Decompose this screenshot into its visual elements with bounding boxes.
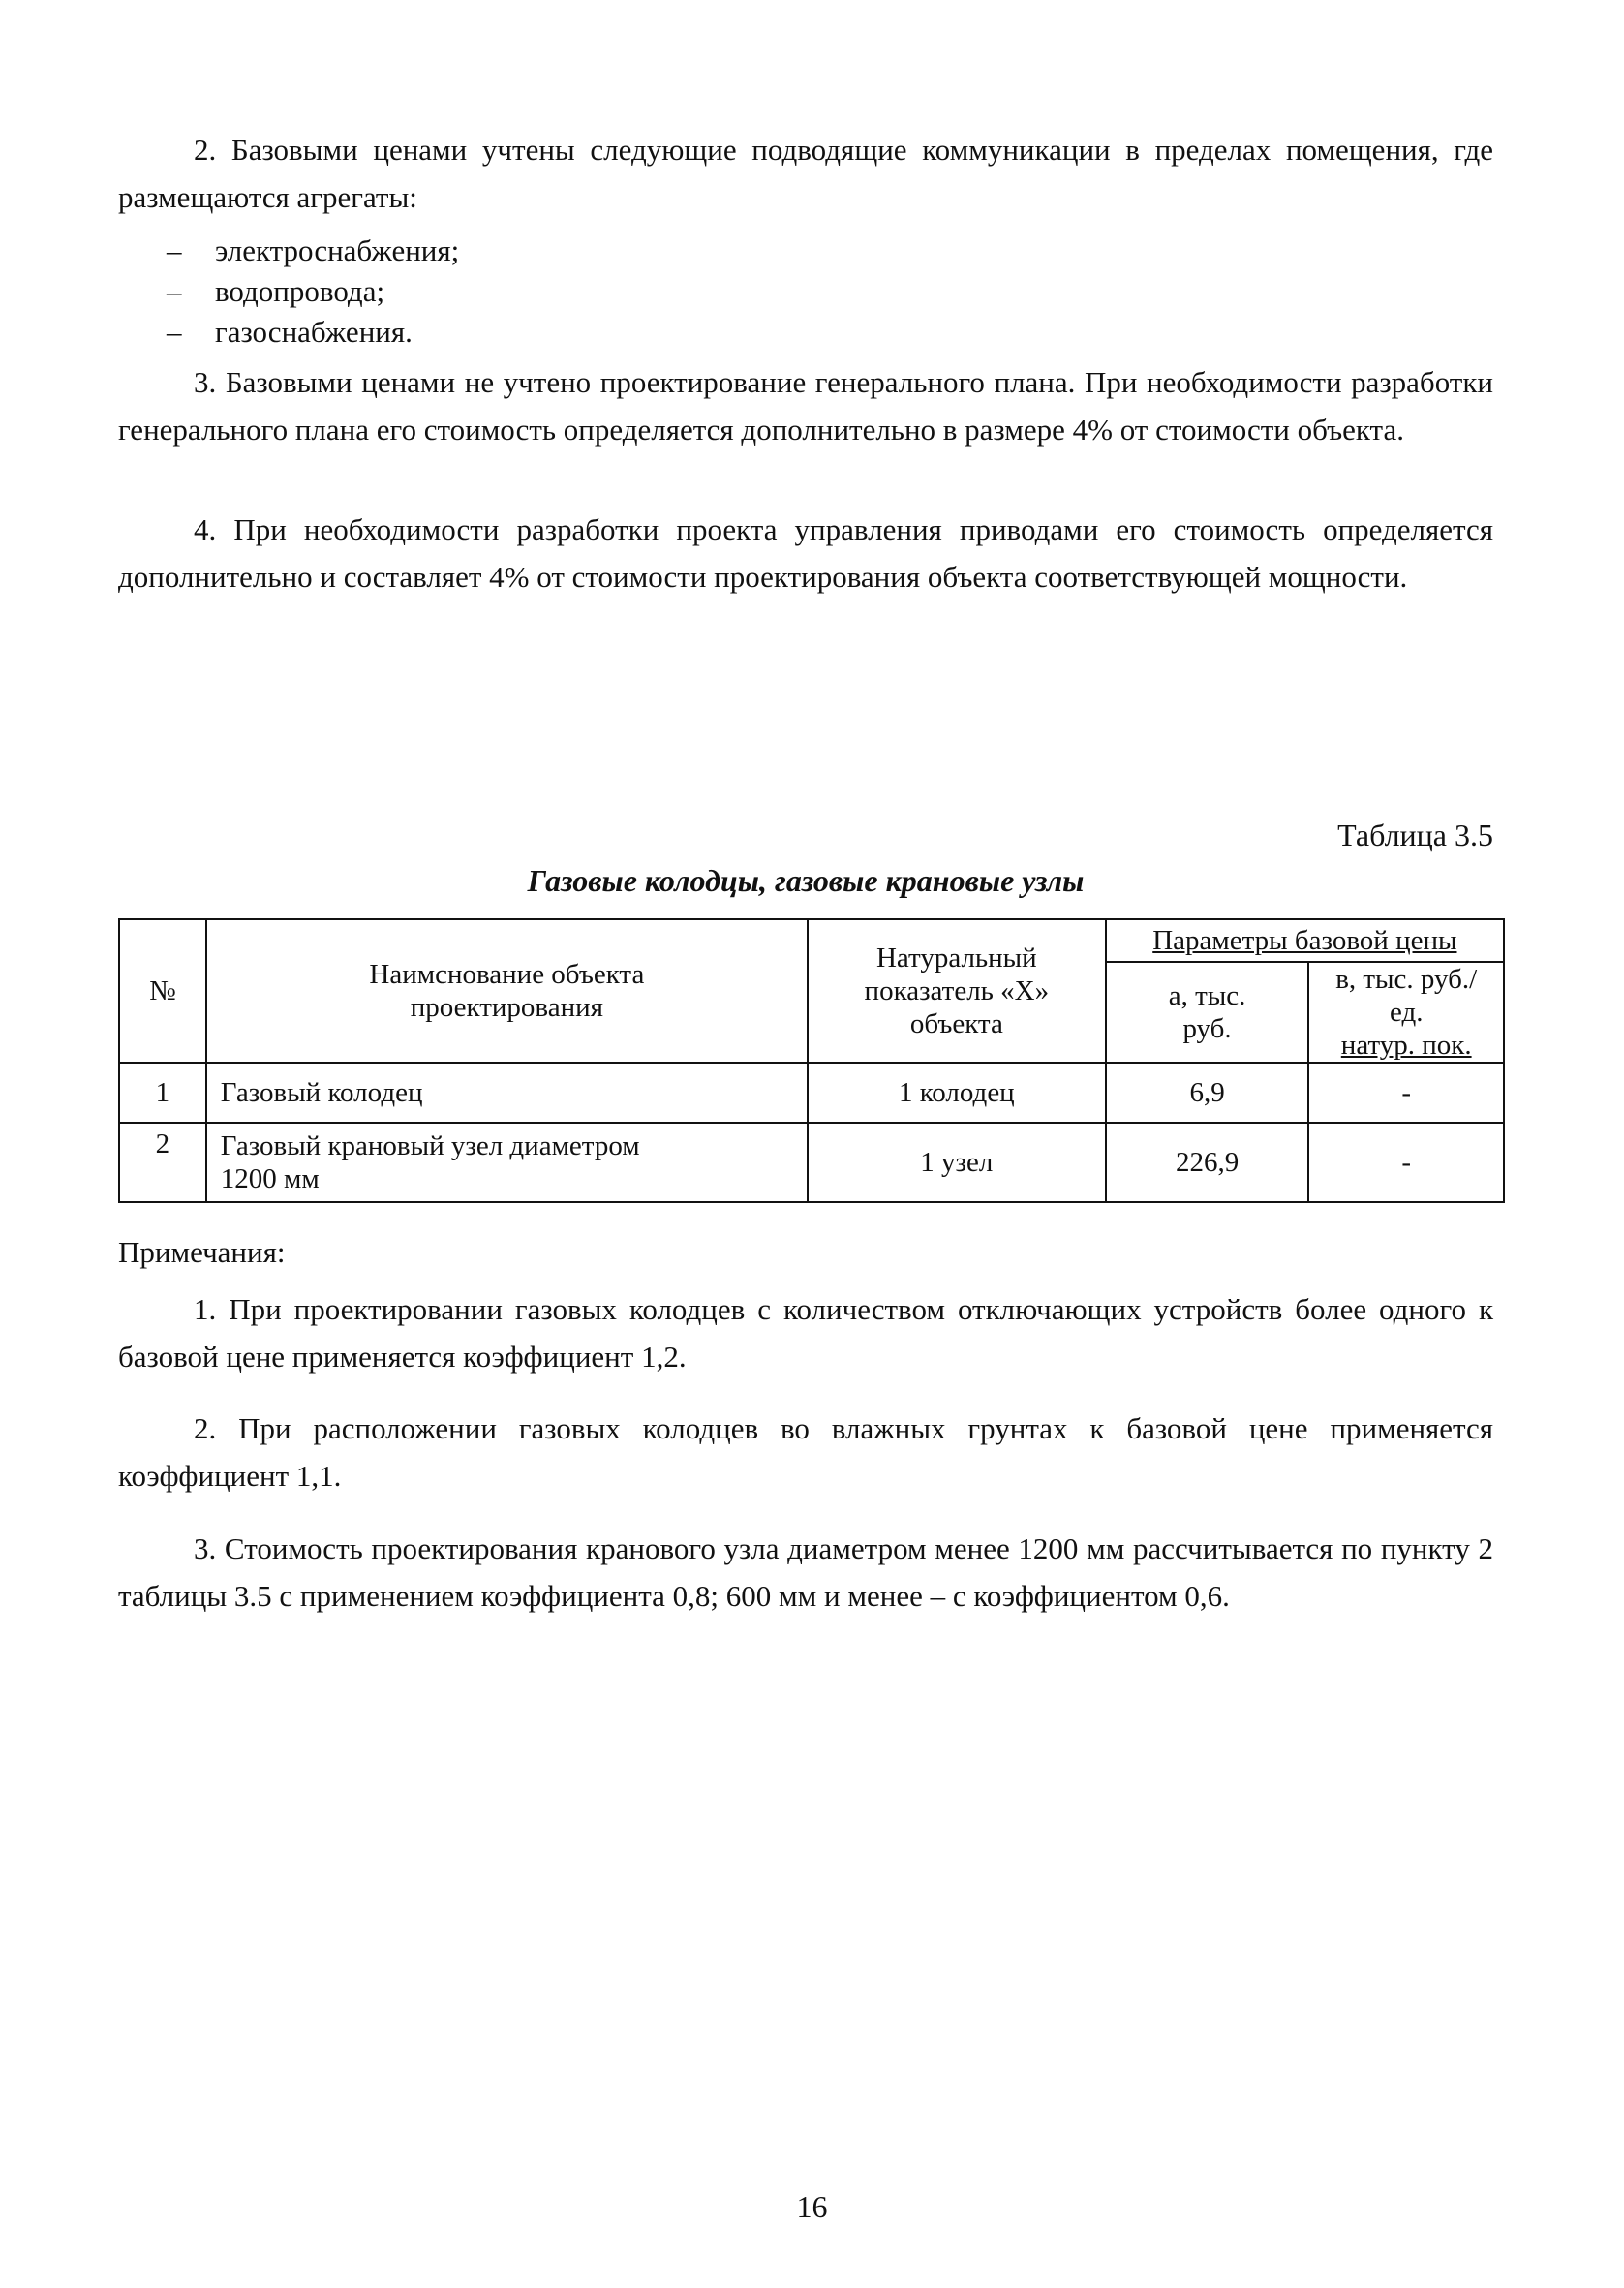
- header-params: [1106, 919, 1504, 962]
- cell-b: -: [1308, 1063, 1504, 1123]
- header-b: [1308, 962, 1504, 1063]
- list-item: [167, 312, 1425, 353]
- cell-indicator: 1 узел: [808, 1123, 1106, 1202]
- paragraph-4: 4. При необходимости разработки проекта управления приводами его стоимость определяется дополнительно и составляет 4% от стоимости проектирования объекта соответствующей мощности.: [118, 512, 1493, 594]
- note-1: 1. При проектировании газовых колодцев с количеством отключающих устройств более одного к базовой цене применяется коэффициент 1,2.: [118, 1292, 1493, 1374]
- cell-a: 6,9: [1106, 1063, 1309, 1123]
- list-dash: –: [167, 233, 182, 267]
- list-item-text: газоснабжения.: [215, 315, 413, 349]
- list-dash: –: [167, 315, 182, 349]
- note-3: 3. Стоимость проектирования кранового узла диаметром менее 1200 мм рассчитывается по пункту 2 таблицы 3.5 с применением коэффициента 0,8; 600 мм и менее – с коэффициентом 0,6.: [118, 1531, 1493, 1613]
- cell-name: Газовый колодец: [206, 1063, 808, 1123]
- cell-name: Газовый крановый узел диаметром 1200 мм: [206, 1123, 808, 1202]
- cell-num: 1: [119, 1063, 206, 1123]
- list-item-text: водопровода;: [215, 274, 385, 308]
- header-name: Наимснование объекта проектирования: [206, 919, 808, 1063]
- paragraph-2: 2. Базовыми ценами учтены следующие подводящие коммуникации в пределах помещения, где размещаются агрегаты:: [118, 133, 1493, 214]
- cell-num: 2: [119, 1123, 206, 1202]
- list-dash: –: [167, 274, 182, 308]
- header-indicator: Натуральный показатель «Х» объекта: [808, 919, 1106, 1063]
- table-row: [119, 1123, 1504, 1202]
- price-table: [118, 918, 1505, 1203]
- list-item-text: электроснабжения;: [215, 233, 460, 267]
- header-params-text: Параметры базовой цены: [1152, 925, 1457, 956]
- list-item: [167, 231, 1425, 271]
- header-b-bottom: натур. пок.: [1340, 1030, 1472, 1061]
- cell-indicator: 1 колодец: [808, 1063, 1106, 1123]
- list-item: [167, 271, 1425, 312]
- table-title: Газовые колодцы, газовые крановые узлы: [527, 863, 1085, 898]
- cell-b: -: [1308, 1123, 1504, 1202]
- table-header-row: [119, 919, 1504, 962]
- header-a: а, тыс. руб.: [1106, 962, 1309, 1063]
- header-number: №: [119, 919, 206, 1063]
- utilities-list: [167, 231, 1425, 353]
- notes-title: Примечания:: [118, 1235, 286, 1269]
- cell-a: 226,9: [1106, 1123, 1309, 1202]
- paragraph-3: 3. Базовыми ценами не учтено проектирование генерального плана. При необходимости разработки генерального плана его стоимость определяется дополнительно в размере 4% от стоимости объекта.: [118, 365, 1493, 447]
- header-b-top: в, тыс. руб./ед.: [1335, 964, 1478, 1028]
- note-2: 2. При расположении газовых колодцев во влажных грунтах к базовой цене применяется коэффициент 1,1.: [118, 1411, 1493, 1493]
- table-caption: Таблица 3.5: [1337, 818, 1493, 852]
- table-row: [119, 1063, 1504, 1123]
- page-number: 16: [796, 2189, 828, 2224]
